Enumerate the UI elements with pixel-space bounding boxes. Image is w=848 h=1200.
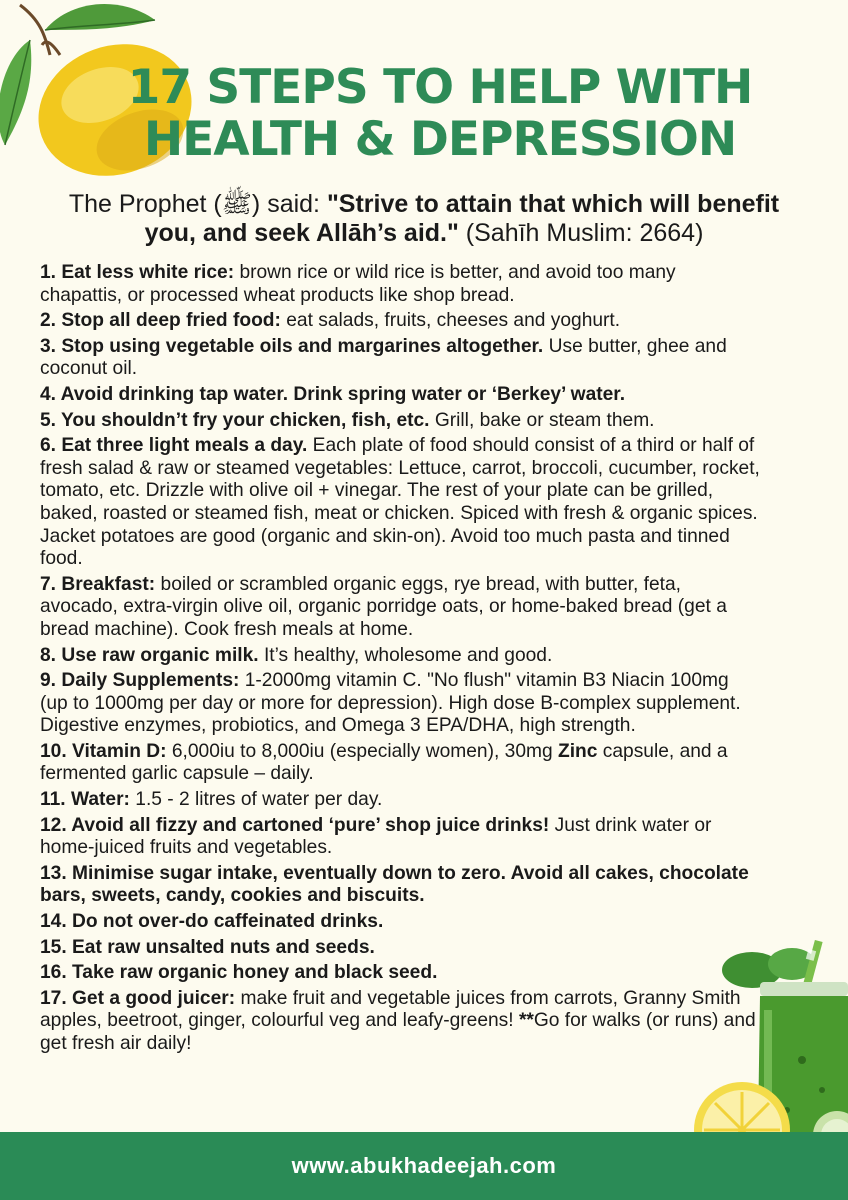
step-heading: 5. You shouldn’t fry your chicken, fish, etc. (40, 409, 430, 431)
step-text: brown rice or wild rice is better, and avoid too many chapattis, or processed wheat products like shop bread. (40, 262, 676, 306)
footer-bar (0, 1132, 848, 1200)
hadith-source: (Sahīh Muslim: 2664) (458, 219, 704, 247)
list-item (40, 741, 760, 786)
title-line-2: HEALTH & DEPRESSION (143, 112, 737, 167)
hadith-prefix: The Prophet (ﷺ) said: (68, 190, 327, 218)
list-item (40, 336, 760, 381)
step-heading: 12. Avoid all fizzy and cartoned ‘pure’ shop juice drinks! (40, 814, 550, 836)
step-heading: 2. Stop all deep fried food: (40, 310, 281, 332)
step-emphasis: ** (518, 1010, 534, 1032)
step-text: Grill, bake or steam them. (429, 409, 655, 431)
list-item (40, 789, 760, 812)
list-item (40, 962, 760, 985)
step-heading: 9. Daily Supplements: (40, 670, 240, 692)
step-text: Use butter, ghee and coconut oil. (40, 335, 727, 380)
step-heading: 15. Eat raw unsalted nuts and seeds. (40, 936, 375, 958)
step-text: eat salads, fruits, cheeses and yoghurt. (280, 310, 621, 332)
step-heading: 14. Do not over-do caffeinated drinks. (40, 911, 384, 933)
list-item (40, 410, 760, 433)
steps-list (40, 262, 760, 1059)
list-item (40, 435, 760, 571)
step-heading: 17. Get a good juicer: (40, 987, 236, 1009)
list-item (40, 937, 760, 960)
step-heading: 6. Eat three light meals a day. (40, 435, 308, 457)
step-text: Just drink water or home-juiced fruits and vegetables. (40, 814, 712, 859)
step-heading: 3. Stop using vegetable oils and margarines altogether. (40, 335, 544, 357)
list-item (40, 911, 760, 934)
list-item (40, 262, 760, 307)
page-title (95, 62, 785, 166)
step-heading: 13. Minimise sugar intake, eventually down to zero. Avoid all cakes, chocolate bars, sweets, candy, cookies and biscuits. (40, 862, 749, 907)
list-item (40, 574, 760, 642)
list-item (40, 384, 760, 407)
step-heading: 4. Avoid drinking tap water. Drink spring water or ‘Berkey’ water. (40, 383, 626, 405)
title-line-1: 17 STEPS TO HELP WITH (127, 60, 753, 115)
step-heading: 11. Water: (40, 789, 130, 811)
step-text: 1-2000mg vitamin C. "No flush" vitamin B3 Niacin 100mg (up to 1000mg per day or more for depression). High dose B-complex supplement. Digestive enzymes, probiotics, and Omega 3 EPA/DHA, high strength. (40, 670, 741, 737)
list-item (40, 310, 760, 333)
list-item (40, 645, 760, 668)
step-text: It’s healthy, wholesome and good. (258, 644, 553, 666)
step-heading: 7. Breakfast: (40, 573, 156, 595)
step-heading: 8. Use raw organic milk. (40, 644, 259, 666)
list-item (40, 670, 760, 738)
list-item (40, 988, 760, 1056)
list-item (40, 863, 760, 908)
step-text: Each plate of food should consist of a third or half of fresh salad & raw or steamed vegetables: Lettuce, carrot, broccoli, cucumber, rocket, tomato, etc. Drizzle with olive oil + vinegar. The rest of your plate can be grilled, baked, roasted or steamed fish, meat or chicken. Spiced with fresh & organic spices. Jacket potatoes are good (organic and skin-on). Avoid too much pasta and tinned food. (40, 435, 760, 570)
step-text: boiled or scrambled organic eggs, rye bread, with butter, feta, avocado, extra-virgin olive oil, organic porridge oats, or home-baked bread (get a bread machine). Cook fresh meals at home. (40, 573, 727, 640)
hadith-quote (40, 190, 808, 248)
step-emphasis: Zinc (557, 740, 598, 762)
step-heading: 16. Take raw organic honey and black seed. (40, 962, 438, 984)
step-text: Go for walks (or runs) and get fresh air daily! (40, 1010, 756, 1054)
step-text: 6,000iu to 8,000iu (especially women), 30mg (166, 740, 558, 762)
website-link[interactable]: www.abukhadeejah.com (291, 1153, 557, 1178)
hadith-text: "Strive to attain that which will benefit you, and seek Allāh’s aid." (144, 190, 780, 247)
step-heading: 10. Vitamin D: (40, 740, 167, 762)
step-heading: 1. Eat less white rice: (40, 262, 235, 283)
list-item (40, 815, 760, 860)
step-text: capsule, and a fermented garlic capsule – daily. (40, 740, 728, 785)
step-text: 1.5 - 2 litres of water per day. (129, 789, 383, 811)
step-text: make fruit and vegetable juices from carrots, Granny Smith apples, beetroot, ginger, colourful veg and leafy-greens! (40, 987, 741, 1032)
